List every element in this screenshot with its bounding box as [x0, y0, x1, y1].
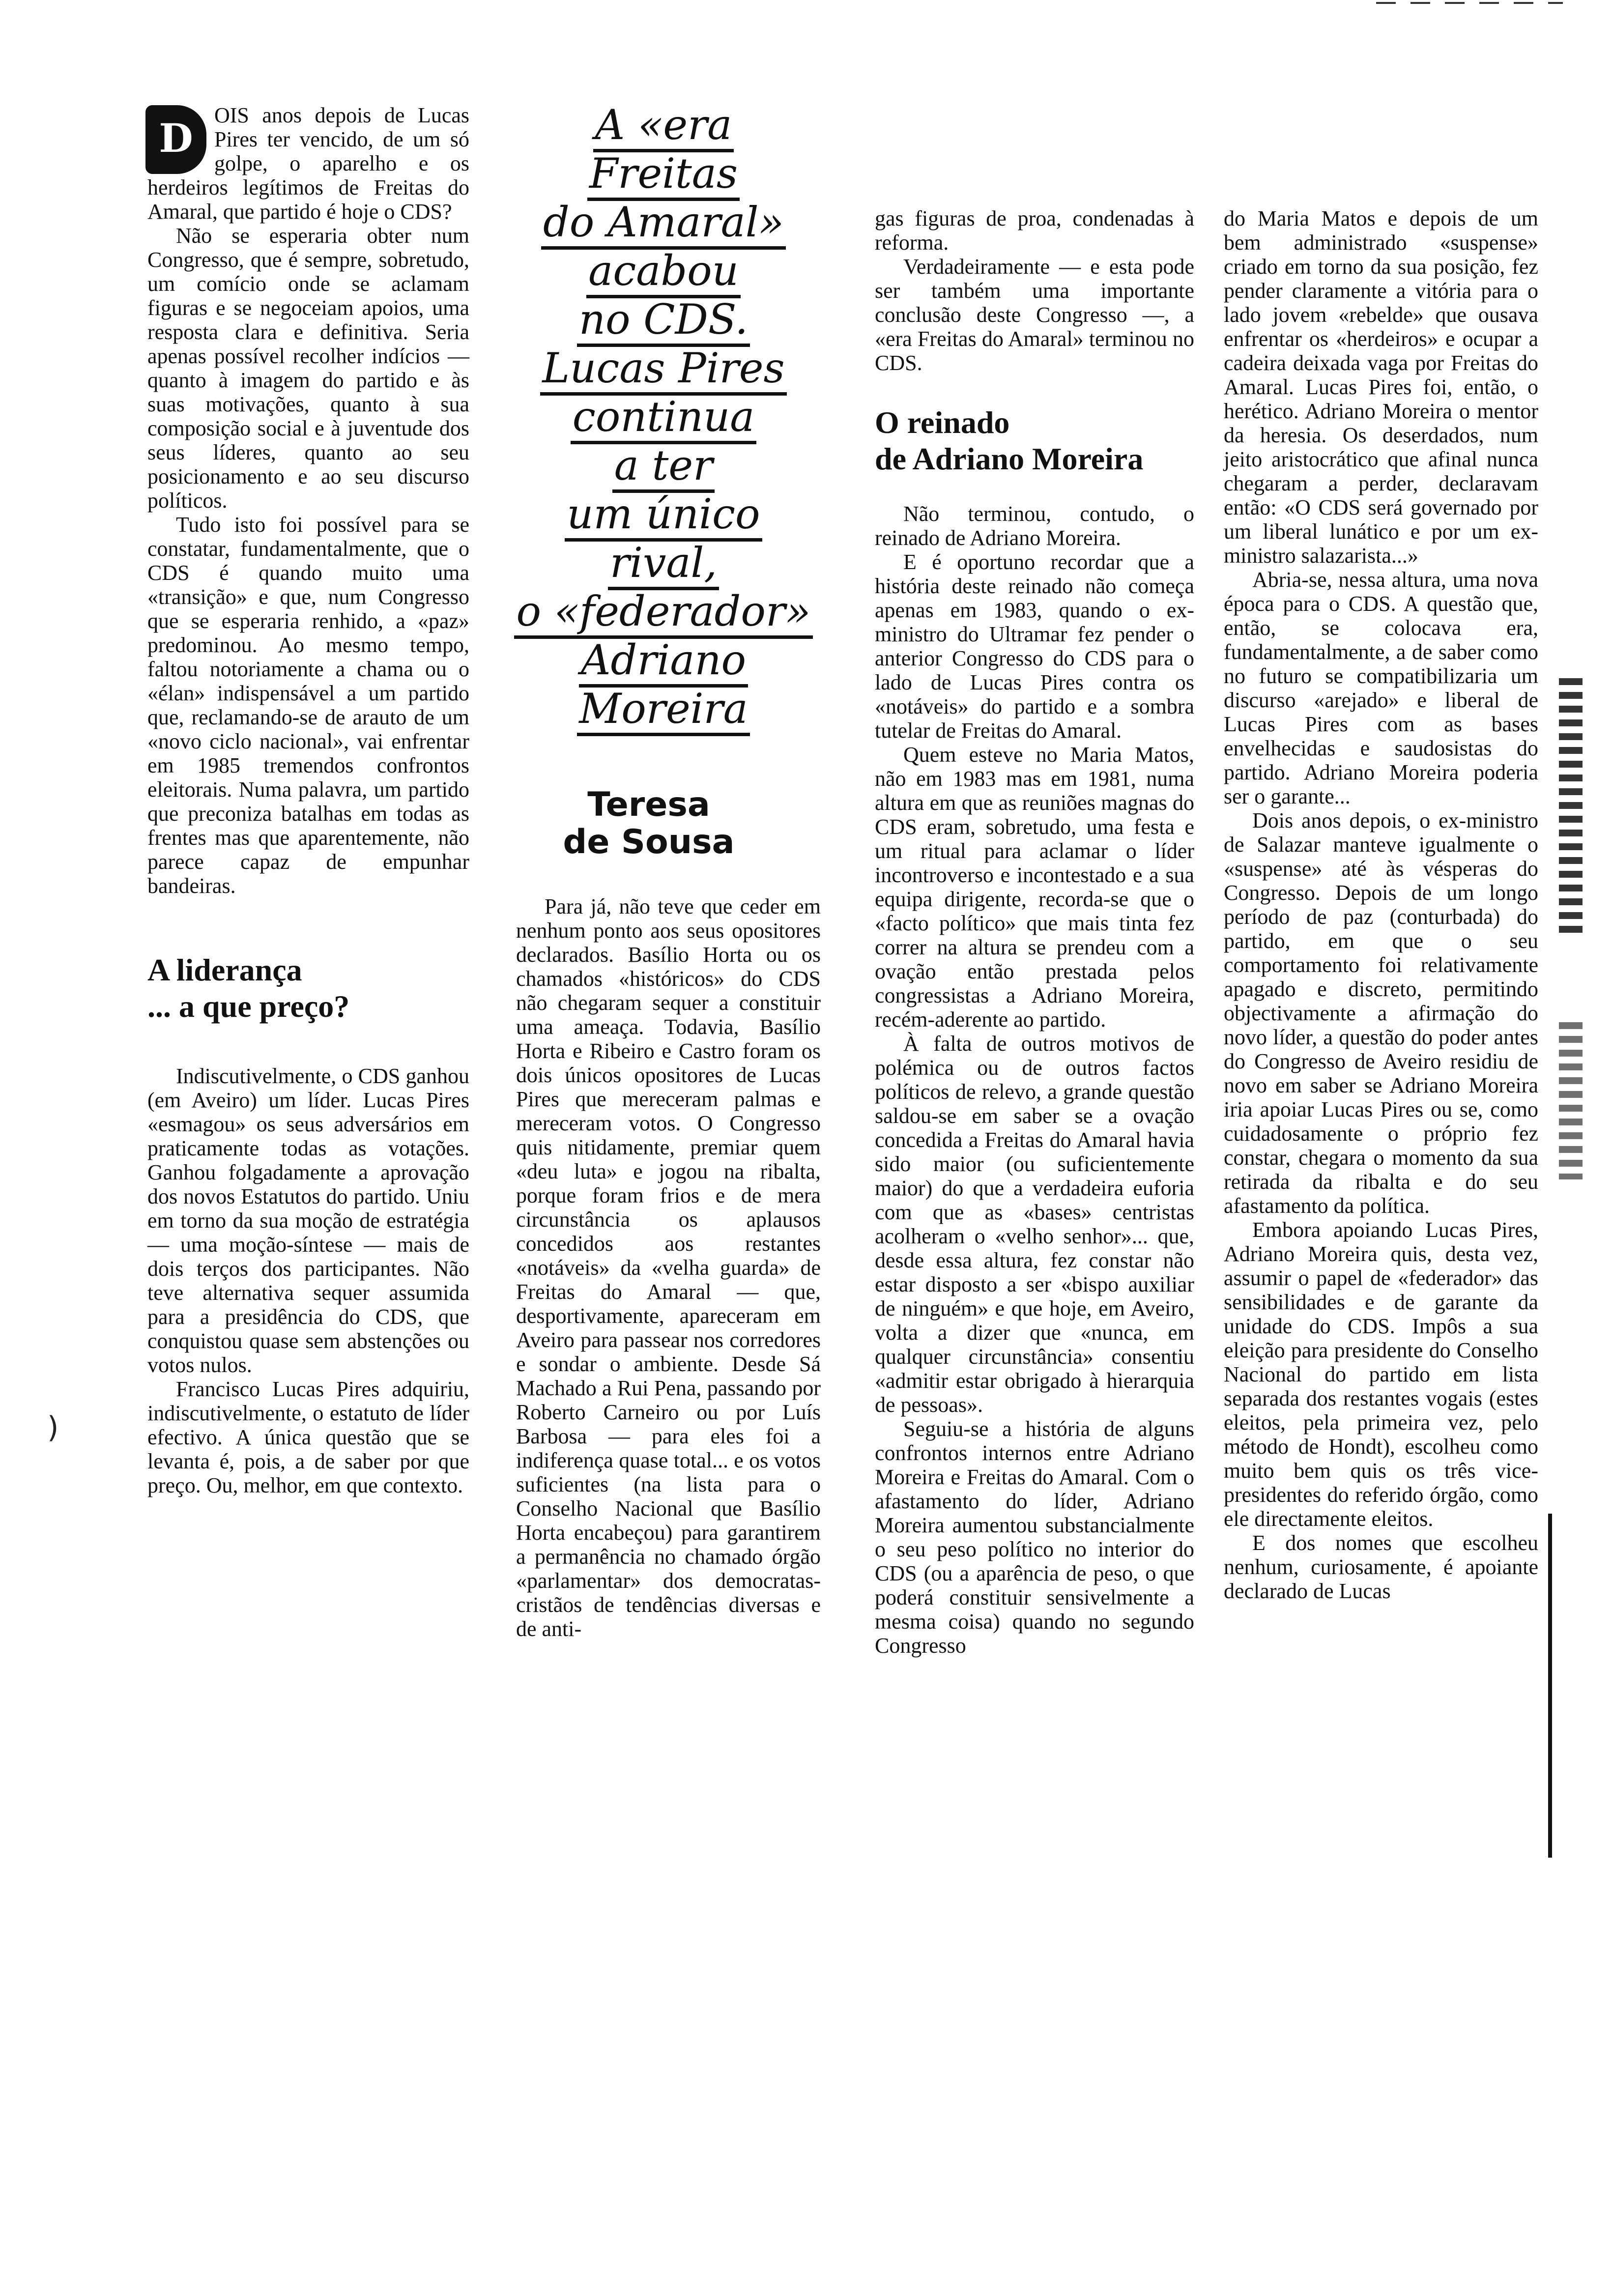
article-column-2: [516, 894, 821, 1641]
headline-line: Lucas Pires: [506, 344, 821, 393]
paragraph: Embora apoiando Lucas Pires, Adriano Moreira quis, desta vez, assumir o papel de «federador» das sensibilidades e de garante da unidade do CDS. Impôs a sua eleição para presidente do Conselho Nacional do partido em lista separada dos restantes vogais (estes eleitos, pela primeira vez, pelo método de Hondt), escolheu como muito bem quis os três vice-presidentes do referido órgão, como ele directamente eleitos.: [1224, 1218, 1538, 1531]
subheading-lideranca: A liderança ... a que preço?: [147, 952, 350, 1024]
headline-line: do Amaral»: [506, 198, 821, 247]
clipping-edge-line: [1548, 1514, 1552, 1858]
paragraph: do Maria Matos e depois de um bem administrado «suspense» criado em torno da sua posição, fez pender claramente a vitória para o lado jovem «rebelde» que ousava enfrentar os «herdeiros» e ocupar a cadeira deixada vaga por Freitas do Amaral. Lucas Pires foi, então, o herético. Adriano Moreira o mentor da heresia. Os deserdados, num jeito aristocrático que afinal nunca chegaram a perder, declaravam então: «O CDS será governado por um liberal lunático e por um ex-ministro salazarista...»: [1224, 206, 1538, 568]
author-byline: Teresa de Sousa: [563, 785, 735, 861]
article-column-1: [147, 103, 469, 1497]
paragraph: Tudo isto foi possível para se constatar, fundamentalmente, que o CDS é quando muito uma «transição» e que, num Congresso que se esperaria renhido, a «paz» predominou. Ao mesmo tempo, faltou notoriamente a chama ou o «élan» indispensável a um partido que, reclamando-se de arauto de um «novo ciclo nacional», vai enfrentar em 1985 tremendos confrontos eleitorais. Numa palavra, um partido que preconiza batalhas em todas as frentes mas que aparentemente, não parece capaz de empunhar bandeiras.: [147, 513, 469, 898]
dropcap-letter: D: [145, 105, 206, 174]
headline-line: continua: [506, 393, 821, 441]
paragraph: Não se esperaria obter num Congresso, que é sempre, sobretudo, um comício onde se aclamam figuras e se negoceiam apoios, uma resposta clara e definitiva. Seria apenas possível recolher indícios — quanto à imagem do partido e às suas motivações, quanto à sua composição social e à juventude dos seus líderes, quanto ao seu posicionamento e ao seu discurso políticos.: [147, 224, 469, 513]
paragraph: Francisco Lucas Pires adquiriu, indiscutivelmente, o estatuto de líder efectivo. A única questão que se levanta é, pois, a de saber por que preço. Ou, melhor, em que contexto.: [147, 1377, 469, 1497]
headline-line: no CDS.: [506, 295, 821, 344]
subheading-reinado: O reinado de Adriano Moreira: [875, 405, 1144, 476]
headline-line: a ter: [506, 441, 821, 490]
paragraph: E é oportuno recordar que a história deste reinado não começa apenas em 1983, quando o ex-ministro do Ultramar fez pender o anterior Congresso do CDS para o lado de Lucas Pires contra os «notáveis» do partido e a sombra tutelar de Freitas do Amaral.: [875, 550, 1194, 743]
paragraph: Para já, não teve que ceder em nenhum ponto aos seus opositores declarados. Basílio Horta ou os chamados «históricos» do CDS não chegaram sequer a constituir uma ameaça. Todavia, Basílio Horta e Ribeiro e Castro foram os dois únicos opositores de Lucas Pires que mereceram palmas e mereceram votos. O Congresso quis nitidamente, premiar quem «deu luta» e jogou na ribalta, porque foram frios e de mera circunstância os aplausos concedidos aos restantes «notáveis» da «velha guarda» de Freitas do Amaral — que, desportivamente, apareceram em Aveiro para passear nos corredores e sondar o ambiente. Desde Sá Machado a Rui Pena, passando por Roberto Carneiro ou por Luís Barbosa — para eles foi a indiferença quase total... e os votos suficientes (na lista para o Conselho Nacional que Basílio Horta encabeçou) para garantirem a permanência no chamado órgão «parlamentar» dos democratas-cristãos de tendências diversas e de anti-: [516, 894, 821, 1641]
headline-line: Freitas: [506, 149, 821, 198]
headline-line: um único: [506, 490, 821, 539]
headline-line: o «federador»: [506, 587, 821, 636]
article-column-3: [875, 206, 1194, 1658]
lead-paragraph: D OIS anos depois de Lucas Pires ter vencido, de um só golpe, o aparelho e os herdeiros legítimos de Freitas do Amaral, que partido é hoje o CDS?: [147, 103, 469, 224]
scan-margin-mark: ): [47, 1410, 59, 1445]
headline-line: Adriano: [506, 636, 821, 685]
scan-top-mark: [1376, 2, 1563, 4]
article-headline: [506, 101, 821, 733]
paragraph: Dois anos depois, o ex-ministro de Salazar manteve igualmente o «suspense» até às vésperas do Congresso. Depois de um longo período de paz (conturbada) do partido, em que o seu comportamento foi relativamente apagado e discreto, permitindo objectivamente a afirmação do novo líder, a questão do poder antes do Congresso de Aveiro residiu de novo em saber se Adriano Moreira iria apoiar Lucas Pires ou se, como cuidadosamente o próprio fez constar, chegara o momento da sua retirada da ribalta e do seu afastamento da política.: [1224, 808, 1538, 1218]
paragraph: Quem esteve no Maria Matos, não em 1983 mas em 1981, numa altura em que as reuniões magnas do CDS eram, sobretudo, uma festa e um ritual para aclamar o líder incontroverso e incontestado e a sua equipa dirigente, recorda-se que o «facto político» que mais tinta fez correr na altura se prendeu com a ovação então prestada pelos congressistas a Adriano Moreira, recém-aderente ao partido.: [875, 743, 1194, 1032]
paragraph: Verdadeiramente — e esta pode ser também uma importante conclusão deste Congresso —, a «era Freitas do Amaral» terminou no CDS.: [875, 255, 1194, 375]
paragraph: Seguiu-se a história de alguns confrontos internos entre Adriano Moreira e Freitas do Amaral. Com o afastamento do líder, Adriano Moreira aumentou substancialmente o seu peso político no interior do CDS (ou a aparência de peso, o que poderá constituir sensivelmente a mesma coisa) quando no segundo Congresso: [875, 1417, 1194, 1658]
paragraph: Abria-se, nessa altura, uma nova época para o CDS. A questão que, então, se colocava era, fundamentalmente, a de saber como no futuro se compatibilizaria um discurso «arejado» e liberal de Lucas Pires com as bases envelhecidas e saudosistas do partido. Adriano Moreira poderia ser o garante...: [1224, 568, 1538, 808]
paragraph: Indiscutivelmente, o CDS ganhou (em Aveiro) um líder. Lucas Pires «esmagou» os seus adversários em praticamente todas as votações. Ganhou folgadamente a aprovação dos novos Estatutos do partido. Uniu em torno da sua moção de estratégia — uma moção-síntese — mais de dois terços dos participantes. Não teve alternativa sequer assumida para a presidência do CDS, que conquistou quase sem abstenções ou votos nulos.: [147, 1064, 469, 1377]
torn-edge-artifact: [1559, 1022, 1583, 1179]
torn-edge-artifact: [1559, 678, 1583, 934]
article-column-4: [1224, 206, 1538, 1603]
paragraph: E dos nomes que escolheu nenhum, curiosamente, é apoiante declarado de Lucas: [1224, 1531, 1538, 1603]
paragraph: gas figuras de proa, condenadas à reforma.: [875, 206, 1194, 255]
headline-line: A «era: [506, 101, 821, 149]
headline-line: Moreira: [506, 685, 821, 733]
paragraph: Não terminou, contudo, o reinado de Adriano Moreira.: [875, 502, 1194, 550]
headline-line: acabou: [506, 247, 821, 295]
paragraph: À falta de outros motivos de polémica ou de outros factos políticos de relevo, a grande questão saldou-se em saber se a ovação concedida a Freitas do Amaral havia sido maior (ou suficientemente maior) do que a verdadeira euforia com que as «bases» centristas acolheram o «velho senhor»... que, desde essa altura, fez constar não estar disposto a ser «bispo auxiliar de ninguém» e que hoje, em Aveiro, volta a dizer que «nunca, em qualquer circunstância» consentiu «admitir estar obrigado à hierarquia de pessoas».: [875, 1032, 1194, 1417]
headline-line: rival,: [506, 539, 821, 587]
